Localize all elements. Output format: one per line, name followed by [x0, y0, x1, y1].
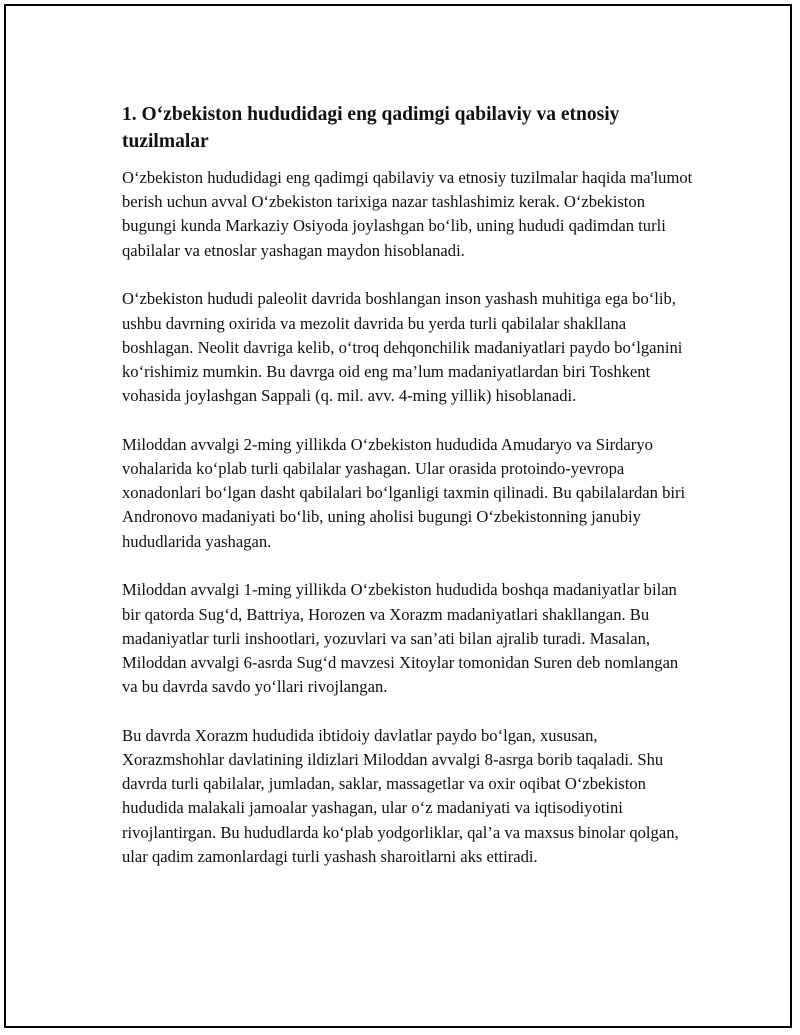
paragraph-3: Miloddan avvalgi 2-ming yillikda O‘zbekiston hududida Amudaryo va Sirdaryo vohalarida ko‘plab turli qabilalar yashagan. Ular orasida protoindo-yevropa xonadonlari bo‘lgan dasht qabilalari bo‘lganligi taxmin qilinadi. Bu qabilalardan biri Andronovo madaniyati bo‘lib, uning aholisi bugungi O‘zbekistonning janubiy hududlarida yashagan.: [122, 434, 686, 551]
section-heading: 1. O‘zbekiston hududidagi eng qadimgi qabilaviy va etnosiy tuzilmalar: [122, 104, 620, 152]
page-frame: [4, 4, 792, 1028]
paragraph-2: O‘zbekiston hududi paleolit davrida boshlangan inson yashash muhitiga ega bo‘lib, ushbu davrning oxirida va mezolit davrida bu yerda turli qabilalar shakllana boshlagan. Neolit davriga kelib, o‘troq dehqonchilik madaniyatlari paydo bo‘lganini ko‘rishimiz mumkin. Bu davrga oid eng ma’lum madaniyatlardan biri Toshkent vohasida joylashgan Sappali (q. mil. avv. 4-ming yillik) hisoblanadi.: [122, 289, 683, 406]
paragraph-5: Bu davrda Xorazm hududida ibtidoiy davlatlar paydo bo‘lgan, xususan, Xorazmshohlar davlatining ildizlari Miloddan avvalgi 8-asrga borib taqaladi. Shu davrda turli qabilalar, jumladan, saklar, massagetlar va oxir oqibat O‘zbekiston hududida malakali jamoalar yashagan, ular o‘z madaniyati va iqtisodiyotini rivojlantirgan. Bu hududlarda ko‘plab yodgorliklar, qal’a va maxsus binolar qolgan, ular qadim zamonlardagi turli yashash sharoitlarni aks ettiradi.: [122, 725, 679, 866]
document-body: [122, 101, 694, 894]
paragraph-1: O‘zbekiston hududidagi eng qadimgi qabilaviy va etnosiy tuzilmalar haqida ma'lumot berish uchun avval O‘zbekiston tarixiga nazar tashlashimiz kerak. O‘zbekiston bugungi kunda Markaziy Osiyoda joylashgan bo‘lib, uning hududi qadimdan turli qabilalar va etnoslar yashagan maydon hisoblanadi.: [122, 168, 693, 260]
paragraph-4: Miloddan avvalgi 1-ming yillikda O‘zbekiston hududida boshqa madaniyatlar bilan bir qatorda Sug‘d, Battriya, Horozen va Xorazm madaniyatlari shakllangan. Bu madaniyatlar turli inshootlari, yozuvlari va san’ati bilan ajralib turadi. Masalan, Miloddan avvalgi 6-asrda Sug‘d mavzesi Xitoylar tomonidan Suren deb nomlangan va bu davrda savdo yo‘llari rivojlangan.: [122, 580, 679, 697]
